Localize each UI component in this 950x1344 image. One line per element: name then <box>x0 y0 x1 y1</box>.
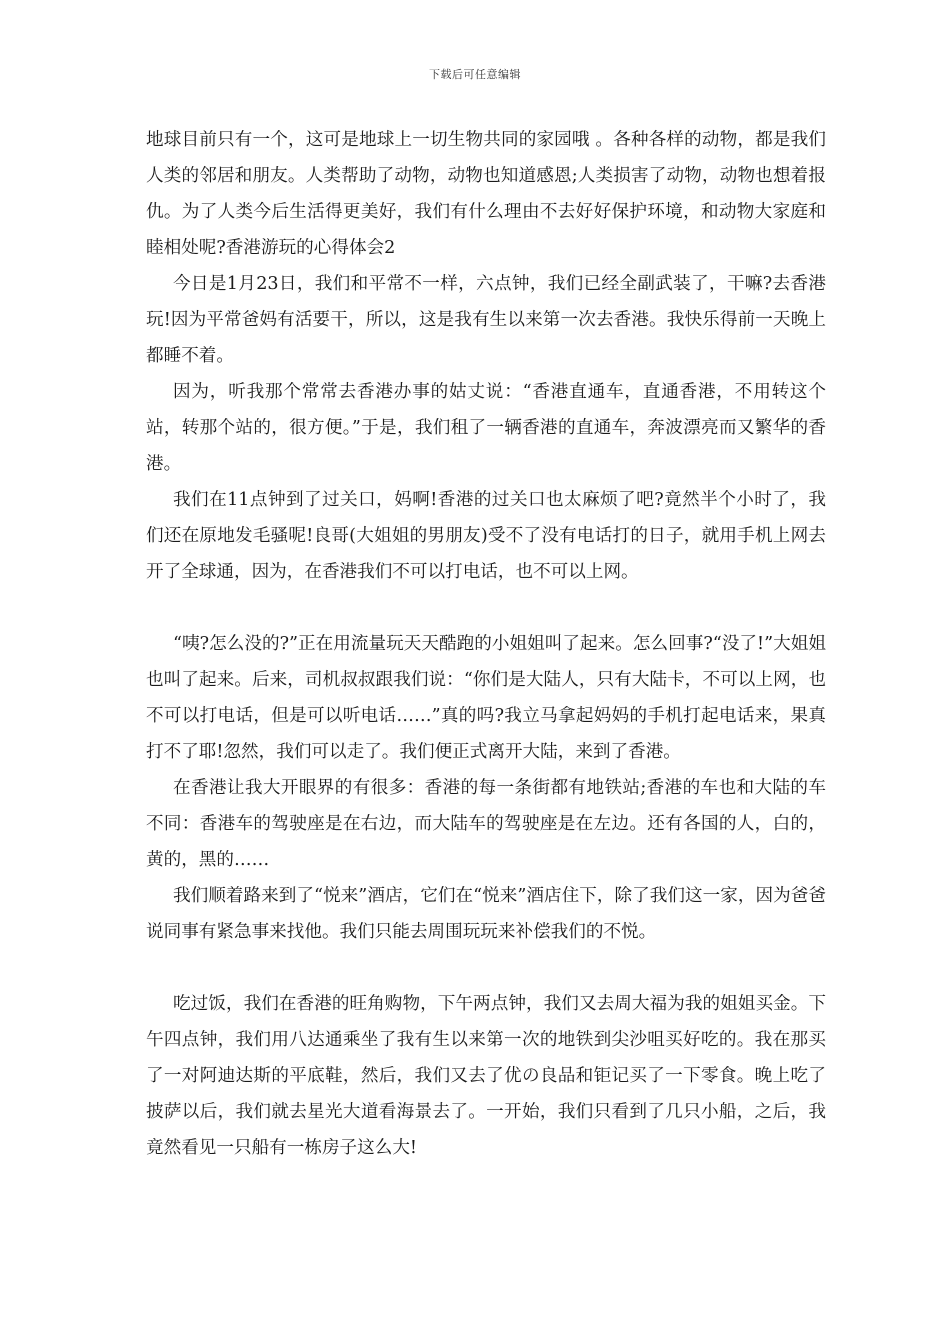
paragraph-2: 今日是1月23日，我们和平常不一样，六点钟，我们已经全副武装了，干嘛?去香港玩!因为平常爸妈有活要干，所以，这是我有生以来第一次去香港。我快乐得前一天晚上都睡不着。 <box>146 274 826 366</box>
paragraph-7: 我们顺着路来到了“悦来”酒店，它们在“悦来”酒店住下，除了我们这一家，因为爸爸说同事有紧急事来找他。我们只能去周围玩玩来补偿我们的不悦。 <box>146 886 826 942</box>
page-header: 下载后可任意编辑 <box>429 68 521 81</box>
paragraph-5: “咦?怎么没的?”正在用流量玩天天酷跑的小姐姐叫了起来。怎么回事?“没了!”大姐姐也叫了起来。后来，司机叔叔跟我们说：“你们是大陆人，只有大陆卡，不可以上网，也不可以打电话，但是可以听电话……”真的吗?我立马拿起妈妈的手机打起电话来，果真打不了耶!忽然，我们可以走了。我们便正式离开大陆，来到了香港。 <box>146 634 826 762</box>
paragraph-6: 在香港让我大开眼界的有很多：香港的每一条街都有地铁站;香港的车也和大陆的车不同：香港车的驾驶座是在右边，而大陆车的驾驶座是在左边。还有各国的人，白的，黄的，黑的…… <box>146 778 826 870</box>
paragraph-3: 因为，听我那个常常去香港办事的姑丈说：“香港直通车，直通香港，不用转这个站，转那个站的，很方便。”于是，我们租了一辆香港的直通车，奔波漂亮而又繁华的香港。 <box>146 382 826 474</box>
document-body <box>146 122 826 1166</box>
paragraph-8: 吃过饭，我们在香港的旺角购物，下午两点钟，我们又去周大福为我的姐姐买金。下午四点钟，我们用八达通乘坐了我有生以来第一次的地铁到尖沙咀买好吃的。我在那买了一对阿迪达斯的平底鞋，然后，我们又去了优の良品和钜记买了一下零食。晚上吃了披萨以后，我们就去星光大道看海景去了。一开始，我们只看到了几只小船，之后，我竟然看见一只船有一栋房子这么大! <box>146 994 826 1158</box>
paragraph-1: 地球目前只有一个，这可是地球上一切生物共同的家园哦 。各种各样的动物，都是我们人类的邻居和朋友。人类帮助了动物，动物也知道感恩;人类损害了动物，动物也想着报仇。为了人类今后生活得更美好，我们有什么理由不去好好保护环境，和动物大家庭和睦相处呢?香港游玩的心得体会2 <box>146 130 826 258</box>
paragraph-4: 我们在11点钟到了过关口，妈啊!香港的过关口也太麻烦了吧?竟然半个小时了，我们还在原地发毛骚呢!良哥(大姐姐的男朋友)受不了没有电话打的日子，就用手机上网去开了全球通，因为，在香港我们不可以打电话，也不可以上网。 <box>146 490 826 582</box>
